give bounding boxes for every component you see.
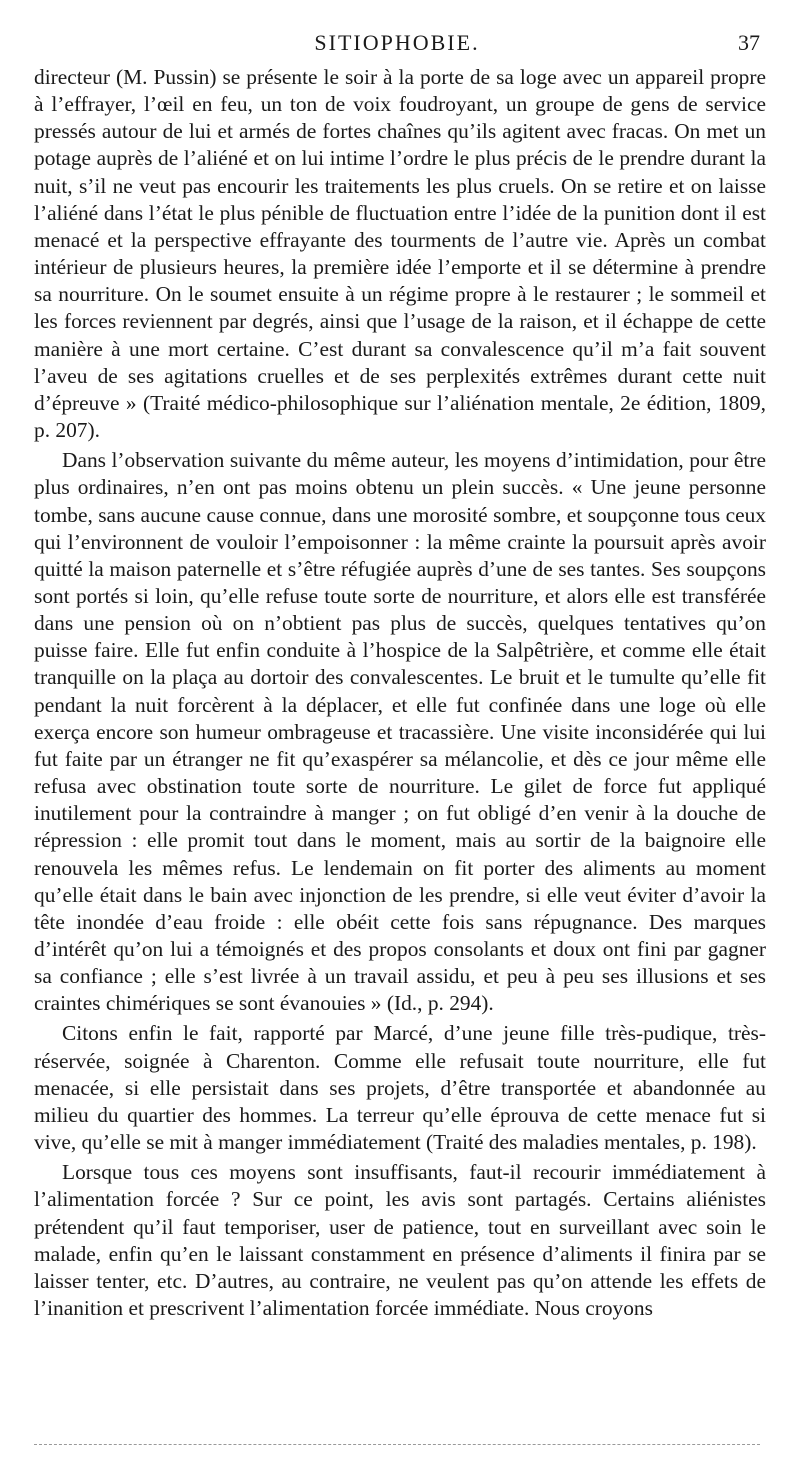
- paragraph-forced-feeding: Lorsque tous ces moyens sont insuffisants, faut-il recourir immédiatement à l’alimentation forcée ? Sur ce point, les avis sont partagés. Certains aliénistes prétendent qu’il faut temporiser, user de patience, tout en surveillant avec soin le malade, enfin qu’en le laissant constamment en présence d’aliments il finira par se laisser tenter, etc. D’autres, au contraire, ne veulent pas qu’on attende les effets de l’inanition et prescrivent l’alimentation forcée immédiate. Nous croyons: [34, 1160, 766, 1321]
- footer-rule: [34, 1444, 760, 1445]
- paragraph-marce: Citons enfin le fait, rapporté par Marcé, d’une jeune fille très-pudique, très-réservée, soignée à Charenton. Comme elle refusait toute nourriture, elle fut menacée, si elle persistait dans ses projets, d’être transportée et abandonnée au milieu du quartier des hommes. La terreur qu’elle éprouva de cette menace fut si vive, qu’elle se mit à manger immédiatement (Traité des maladies mentales, p. 198).: [34, 1021, 766, 1155]
- page-number: 37: [738, 30, 760, 55]
- running-head: [34, 26, 760, 60]
- paragraph-continuation: directeur (M. Pussin) se présente le soir à la porte de sa loge avec un appareil propre à l’effrayer, l’œil en feu, un ton de voix foudroyant, un groupe de gens de service pressés autour de lui et armés de fortes chaînes qu’ils agitent avec fracas. On met un potage auprès de l’aliéné et on lui intime l’ordre le plus précis de le prendre durant la nuit, s’il ne veut pas encourir les traitements les plus cruels. On se retire et on laisse l’aliéné dans l’état le plus pénible de fluctuation entre l’idée de la punition dont il est menacé et la perspective effrayante des tourments de l’autre vie. Après un combat intérieur de plusieurs heures, la première idée l’emporte et il se détermine à prendre sa nourriture. On le soumet ensuite à un régime propre à le restaurer ; le sommeil et les forces reviennent par degrés, ainsi que l’usage de la raison, et il échappe de cette manière à une mort certaine. C’est durant sa convalescence qu’il m’a fait souvent l’aveu de ses agitations cruelles et de ses perplexités extrêmes durant cette nuit d’épreuve » (Traité médico-philosophique sur l’aliénation mentale, 2e édition, 1809, p. 207).: [34, 65, 766, 443]
- body-text: [34, 64, 766, 1322]
- paragraph-pinel-observation: Dans l’observation suivante du même auteur, les moyens d’intimidation, pour être plus ordinaires, n’en ont pas moins obtenu un plein succès. « Une jeune personne tombe, sans aucune cause connue, dans une morosité sombre, et soupçonne tous ceux qui l’environnent de vouloir l’empoisonner : la même crainte la poursuit après avoir quitté la maison paternelle et s’être réfugiée auprès d’une de ses tantes. Ses soupçons sont portés si loin, qu’elle refuse toute sorte de nourriture, et alors elle est transférée dans une pension où on n’obtient pas plus de succès, quelques tentatives qu’on puisse faire. Elle fut enfin conduite à l’hospice de la Salpêtrière, et comme elle était tranquille on la plaça au dortoir des convalescentes. Le bruit et le tumulte qu’elle fit pendant la nuit forcèrent à la déplacer, et elle fut confinée dans une loge où elle exerça encore son humeur ombrageuse et tracassière. Une visite inconsidérée qui lui fut faite par un étranger ne fit qu’exaspérer sa mélancolie, et dès ce jour même elle refusa avec obstination toute sorte de nourriture. Le gilet de force fut appliqué inutilement pour la contraindre à manger ; on fut obligé d’en venir à la douche de répression : elle promit tout dans le moment, mais au sortir de la baignoire elle renouvela les mêmes refus. Le lendemain on fit porter des aliments au moment qu’elle était dans le bain avec injonction de les prendre, si elle veut éviter d’avoir la tête inondée d’eau froide : elle obéit cette fois sans répugnance. Des marques d’intérêt qu’on lui a témoignés et des propos consolants et doux ont fini par gagner sa confiance ; elle s’est livrée à un travail assidu, et peu à peu ses illusions et ses craintes chimériques se sont évanouies » (Id., p. 294).: [34, 448, 766, 1016]
- running-title: SITIOPHOBIE.: [314, 30, 480, 55]
